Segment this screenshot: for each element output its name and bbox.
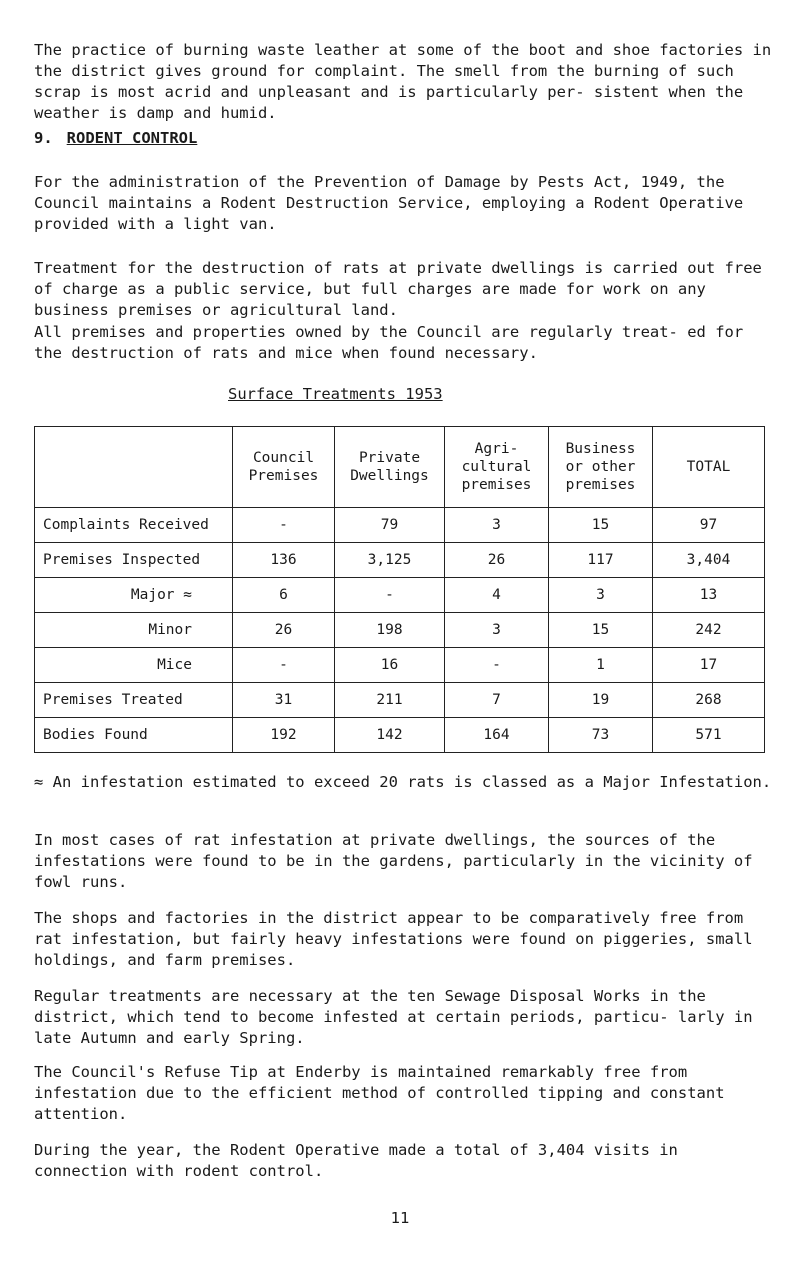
table-row — [35, 648, 765, 683]
table-cell: 6 — [233, 578, 335, 613]
paragraph-visits: During the year, the Rodent Operative made a total of 3,404 visits in connection with rodent control. — [34, 1141, 678, 1180]
row-label: Complaints Received — [35, 508, 233, 543]
table-cell: 211 — [335, 683, 445, 718]
table-cell: 3 — [445, 613, 549, 648]
table-cell: 198 — [335, 613, 445, 648]
table-cell: 192 — [233, 718, 335, 753]
paragraph-refuse-tip: The Council's Refuse Tip at Enderby is maintained remarkably free from infestation due to the efficient method of controlled tipping and constant attention. — [34, 1063, 725, 1123]
table-cell: 136 — [233, 543, 335, 578]
table-row — [35, 613, 765, 648]
table-cell: - — [233, 508, 335, 543]
table-cell: 142 — [335, 718, 445, 753]
table-cell: 13 — [653, 578, 765, 613]
table-cell: 1 — [549, 648, 653, 683]
section-heading — [34, 128, 197, 149]
paragraph-council-premises: All premises and properties owned by the Council are regularly treat- ed for the destruction of rats and mice when found necessary. — [34, 323, 744, 362]
table-cell: 3,125 — [335, 543, 445, 578]
table-cell: 26 — [233, 613, 335, 648]
page-number: 11 — [390, 1209, 410, 1227]
row-label: Bodies Found — [35, 718, 233, 753]
footnote: ≈ An infestation estimated to exceed 20 rats is classed as a Major Infestation. — [34, 773, 772, 791]
paragraph-sewage-works: Regular treatments are necessary at the ten Sewage Disposal Works in the district, which tend to become infested at certain periods, particu- larly in late Autumn and early Spring. — [34, 987, 753, 1047]
paragraph-private-dwellings: In most cases of rat infestation at private dwellings, the sources of the infestations were found to be in the gardens, particularly in the vicinity of fowl runs. — [34, 831, 753, 891]
table-header-row — [35, 427, 765, 508]
table-cell: - — [335, 578, 445, 613]
table-cell: 164 — [445, 718, 549, 753]
section-number: 9. — [34, 129, 53, 147]
table-cell: 31 — [233, 683, 335, 718]
table-cell: 571 — [653, 718, 765, 753]
table-cell: 79 — [335, 508, 445, 543]
table-cell: 3 — [445, 508, 549, 543]
table-header-cell: Agri- cultural premises — [445, 427, 549, 508]
table-row — [35, 543, 765, 578]
row-label: Mice — [35, 648, 233, 683]
table-cell: 268 — [653, 683, 765, 718]
intro-paragraph: The practice of burning waste leather at some of the boot and shoe factories in the district gives ground for complaint. The smell from the burning of such scrap is most acrid and unpleasant and is particularly per- sistent when the weather is damp and humid. — [34, 41, 772, 122]
table-cell: 15 — [549, 613, 653, 648]
table-cell: - — [233, 648, 335, 683]
table-header-cell — [35, 427, 233, 508]
table-cell: 17 — [653, 648, 765, 683]
row-label: Premises Inspected — [35, 543, 233, 578]
row-label: Minor — [35, 613, 233, 648]
paragraph-pests-act: For the administration of the Prevention of Damage by Pests Act, 1949, the Council maintains a Rodent Destruction Service, employing a Rodent Operative provided with a light van. — [34, 173, 744, 233]
table-cell: 242 — [653, 613, 765, 648]
table-cell: 3,404 — [653, 543, 765, 578]
table-row — [35, 683, 765, 718]
table-cell: 15 — [549, 508, 653, 543]
row-label: Major ≈ — [35, 578, 233, 613]
table-header-cell: Private Dwellings — [335, 427, 445, 508]
table-cell: 19 — [549, 683, 653, 718]
table-row — [35, 718, 765, 753]
table-row — [35, 578, 765, 613]
table-title: Surface Treatments 1953 — [228, 385, 443, 403]
table-cell: 3 — [549, 578, 653, 613]
table-cell: 4 — [445, 578, 549, 613]
table-row — [35, 508, 765, 543]
table-header-cell: Business or other premises — [549, 427, 653, 508]
paragraph-treatment: Treatment for the destruction of rats at private dwellings is carried out free of charge as a public service, but full charges are made for work on any business premises or agricultural land. — [34, 259, 762, 319]
table-header-cell: Council Premises — [233, 427, 335, 508]
paragraph-shops-factories: The shops and factories in the district appear to be comparatively free from rat infestation, but fairly heavy infestations were found on piggeries, small holdings, and farm premises. — [34, 909, 753, 969]
section-title: RODENT CONTROL — [66, 129, 198, 147]
table-cell: 117 — [549, 543, 653, 578]
table-cell: 73 — [549, 718, 653, 753]
table-cell: - — [445, 648, 549, 683]
surface-treatments-table — [34, 426, 765, 753]
table-cell: 7 — [445, 683, 549, 718]
table-header-cell: TOTAL — [653, 427, 765, 508]
table-cell: 26 — [445, 543, 549, 578]
table-cell: 16 — [335, 648, 445, 683]
table-cell: 97 — [653, 508, 765, 543]
row-label: Premises Treated — [35, 683, 233, 718]
